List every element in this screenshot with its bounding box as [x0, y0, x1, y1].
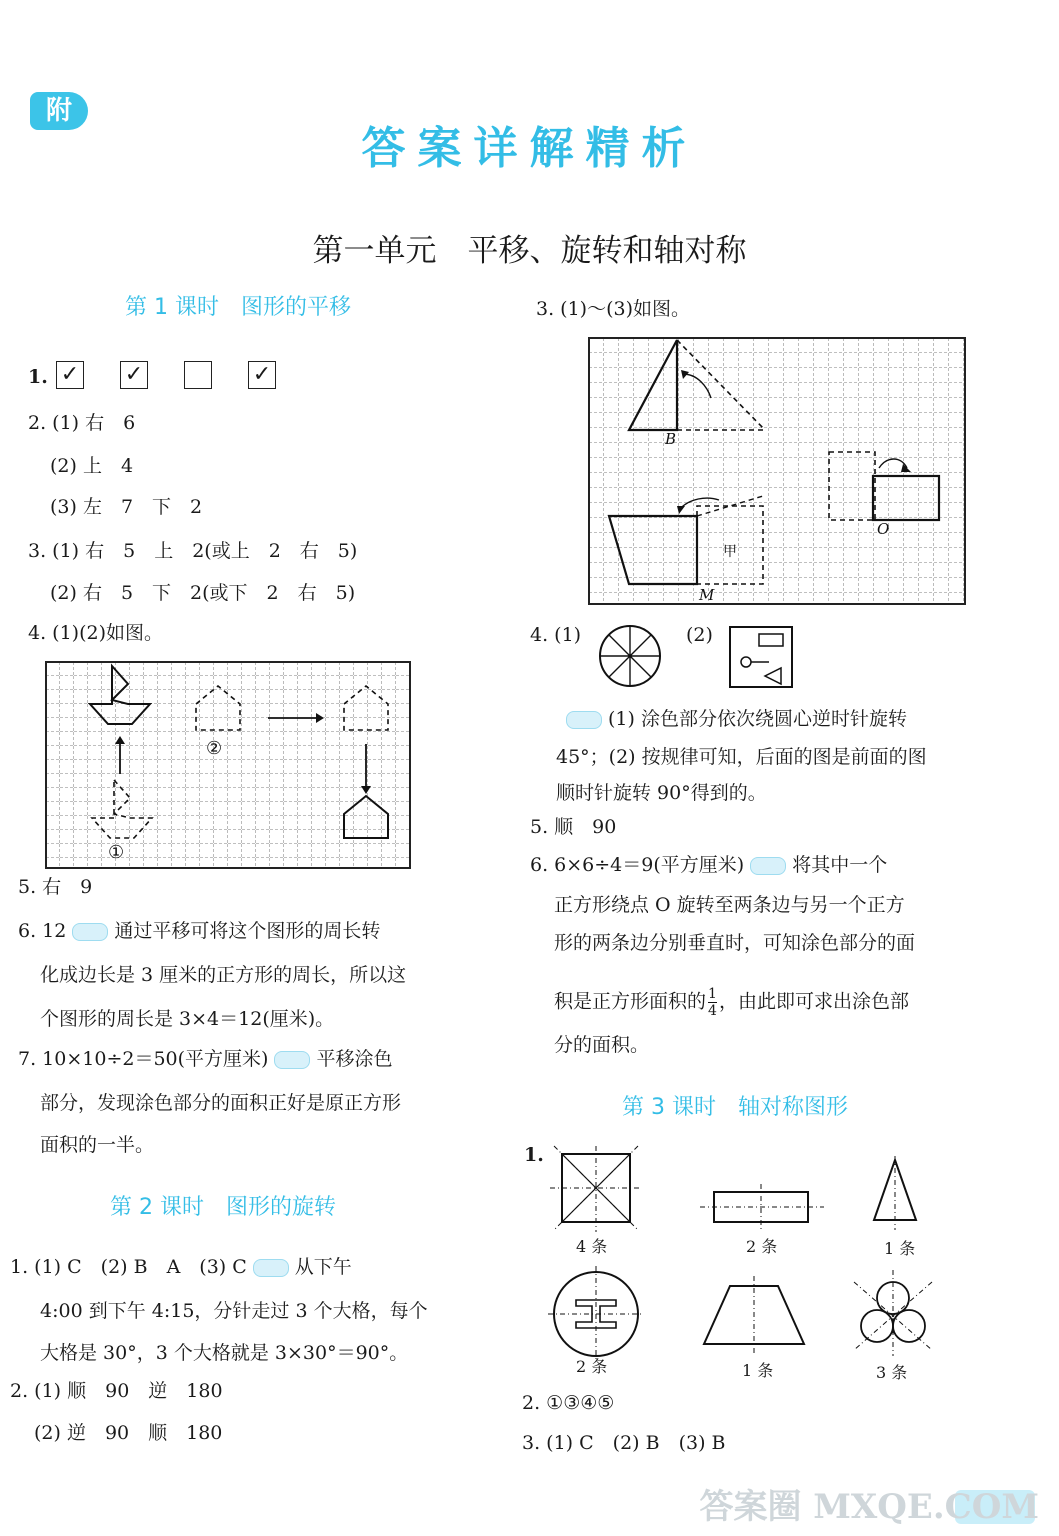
lesson2-heading: 第 2 课时 图形的旋转: [110, 1195, 336, 1220]
caption-1: 4 条: [576, 1237, 608, 1256]
label-B: B: [665, 430, 677, 448]
square-4-axes: [546, 1146, 646, 1236]
l2-q4-explain-a: (1) 涂色部分依次绕圆心逆时针旋转: [560, 708, 907, 730]
l2-q6-d: 积是正方形面积的 $\frac{1}{4}$ ，由此即可求出涂色部: [554, 986, 909, 1019]
l1-q2-line2: (2) 上 4: [50, 455, 134, 477]
triangle-1-axis: [870, 1156, 920, 1236]
checked-box: ✓: [248, 361, 276, 389]
l1-q6-a: 6. 12 通过平移可将这个图形的周长转: [18, 920, 381, 942]
hint-icon: [253, 1259, 289, 1277]
l1-q6-c: 个图形的周长是 3×4＝12(厘米)。: [40, 1008, 335, 1030]
hint-icon: [274, 1051, 310, 1069]
l2-q5: 5. 顺 90: [530, 816, 617, 838]
circle-i-2-axes: [548, 1266, 644, 1362]
l1-q7-c: 面积的一半。: [40, 1134, 155, 1156]
l2-q2-b: (2) 逆 90 顺 180: [34, 1422, 223, 1444]
l1-q4: 4. (1)(2)如图。: [28, 622, 163, 644]
lesson1-heading: 第 1 课时 图形的平移: [125, 295, 351, 320]
checked-box: ✓: [120, 361, 148, 389]
l1-q7-a: 7. 10×10÷2＝50(平方厘米) 平移涂色: [18, 1048, 393, 1070]
caption-5: 1 条: [742, 1361, 774, 1380]
caption-2: 2 条: [746, 1237, 778, 1256]
hint-icon: [566, 711, 602, 729]
l2-q6-b: 正方形绕点 O 旋转至两条边与另一个正方: [554, 894, 905, 916]
l2-q1-c: 大格是 30°，3 个大格就是 3×30°＝90°。: [40, 1342, 409, 1364]
empty-box: [184, 361, 212, 389]
label-O: O: [877, 520, 890, 538]
l2-q6-e: 分的面积。: [554, 1034, 650, 1056]
l1-q6-b: 化成边长是 3 厘米的正方形的周长，所以这: [40, 964, 407, 986]
label-jia: 甲: [723, 544, 737, 560]
fraction: $\frac{1}{4}$: [708, 986, 717, 1019]
l2-q4: 4. (1): [530, 624, 582, 646]
rotated-square-figure: [729, 626, 793, 688]
label-M: M: [699, 586, 715, 604]
l1-q5: 5. 右 9: [18, 876, 93, 898]
l2-q4-explain-c: 顺时针旋转 90°得到的。: [556, 782, 767, 804]
l2-q4-explain-b: 45°；(2) 按规律可知，后面的图是前面的图: [556, 746, 927, 768]
l3-q1-num: 1.: [524, 1144, 544, 1166]
caption-3: 1 条: [884, 1239, 916, 1258]
caption-6: 3 条: [876, 1363, 908, 1382]
l2-q1-a: 1. (1) C (2) B A (3) C 从下午: [10, 1256, 352, 1278]
l2-q1-b: 4:00 到下午 4:15，分针走过 3 个大格，每个: [40, 1300, 428, 1322]
three-circles-3-axes: [850, 1270, 936, 1360]
translation-grid-figure: [46, 662, 410, 868]
checked-box: ✓: [56, 361, 84, 389]
checkbox-row: [56, 361, 312, 389]
l1-q1-num: 1.: [28, 366, 48, 388]
rotation-grid-figure: [589, 338, 965, 604]
rectangle-2-axes: [700, 1184, 830, 1234]
l2-q3: 3. (1)～(3)如图。: [536, 298, 690, 320]
l1-q2-line1: 2. (1) 右 6: [28, 412, 136, 434]
l2-q6-c: 形的两条边分别垂直时，可知涂色部分的面: [554, 932, 916, 954]
l1-q3-line2: (2) 右 5 下 2(或下 2 右 5): [50, 582, 356, 604]
hint-icon: [72, 923, 108, 941]
lesson3-heading: 第 3 课时 轴对称图形: [622, 1095, 848, 1120]
trapezoid-1-axis: [700, 1276, 810, 1356]
l2-q6-a: 6. 6×6÷4＝9(平方厘米) 将其中一个: [530, 854, 888, 876]
l3-q2: 2. ①③④⑤: [522, 1392, 615, 1414]
label-1: ①: [108, 842, 125, 863]
l1-q2-line3: (3) 左 7 下 2: [50, 496, 203, 518]
page-title: 答案详解精析: [361, 123, 698, 174]
appendix-tab: 附: [30, 92, 88, 130]
hint-icon: [750, 857, 786, 875]
l3-q3: 3. (1) C (2) B (3) B: [522, 1432, 726, 1454]
l2-q4-b: (2): [686, 624, 713, 646]
l1-q7-b: 部分，发现涂色部分的面积正好是原正方形: [40, 1092, 402, 1114]
watermark-logo: 答案圈 MXQE.COM: [699, 1487, 1039, 1527]
l1-q3-line1: 3. (1) 右 5 上 2(或上 2 右 5): [28, 540, 358, 562]
l2-q2-a: 2. (1) 顺 90 逆 180: [10, 1380, 223, 1402]
unit-title: 第一单元 平移、旋转和轴对称: [312, 233, 747, 269]
rotated-circle-figure: [598, 624, 662, 688]
label-2: ②: [206, 738, 223, 759]
caption-4: 2 条: [576, 1357, 608, 1376]
